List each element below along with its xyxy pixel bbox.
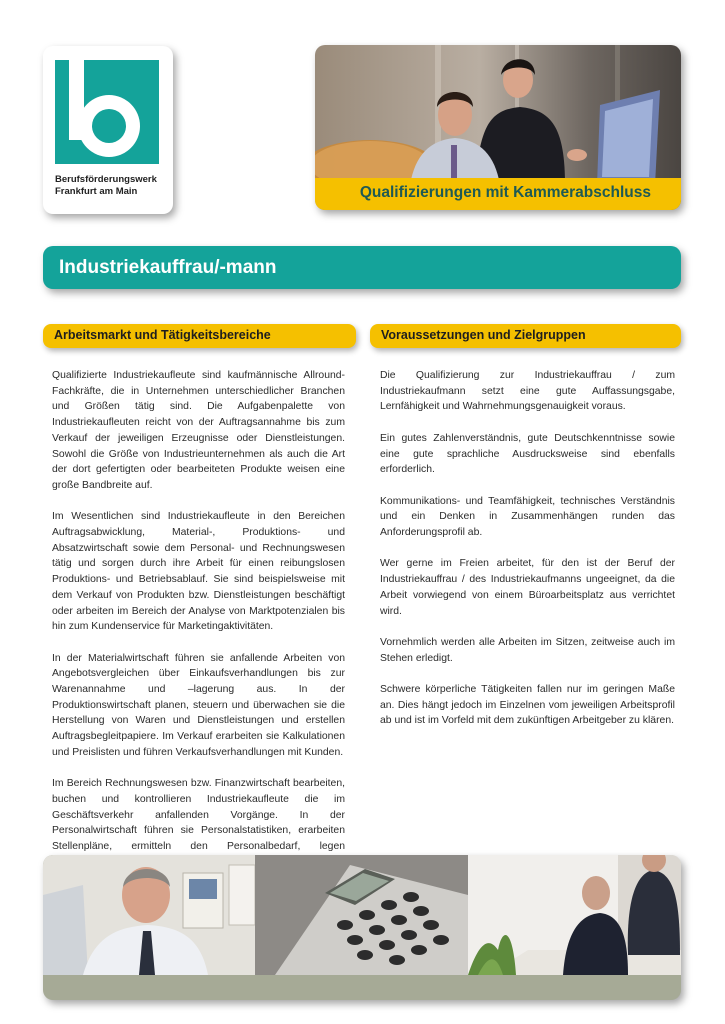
- left-section-heading: [43, 324, 356, 348]
- right-section-heading-text: Voraussetzungen und Zielgruppen: [381, 328, 586, 342]
- left-section-heading-text: Arbeitsmarkt und Tätigkeitsbereiche: [54, 328, 271, 342]
- hero-image: [315, 45, 681, 210]
- left-column: [52, 368, 345, 902]
- left-paragraph: Qualifizierte Industriekaufleute sind kaufmännische Allround-Fachkräfte, die in Unternehmen unterschiedlicher Branchen und Größen tätig sind. Die Aufgabenpalette von Industriekaufleuten reicht von der Auftragsannahme bis zum Verkauf der jeweiligen Erzeugnisse oder Dienstleistungen. Sowohl die Größe von Industrieunternehmen als auch die Art der dort gefertigten oder bearbeiteten Produkte weisen eine große Bandbreite auf.: [52, 370, 345, 491]
- logo-line-2: Frankfurt am Main: [55, 186, 138, 197]
- logo-card: [43, 46, 173, 214]
- right-section-heading: [370, 324, 681, 348]
- right-paragraph: Die Qualifizierung zur Industriekauffrau / zum Industriekaufmann setzt eine gute Auffassungsgabe, Lernfähigkeit und Wahrnehmungsgenauigkeit voraus.: [380, 370, 675, 413]
- right-paragraph: Kommunikations- und Teamfähigkeit, technisches Verständnis und ein Denken in Zusammenhängen runden das Anforderungsprofil ab.: [380, 495, 675, 538]
- bottom-photo-strip: [43, 855, 681, 1000]
- calculator-photo: [255, 855, 468, 975]
- right-paragraph: Wer gerne im Freien arbeitet, für den ist der Beruf der Industriekauffrau / des Industriekaufmanns ungeeignet, da die Arbeit vorwiegend von einem Büroarbeitsplatz aus verrichtet wird.: [380, 558, 675, 617]
- logo-line-1: Berufsförderungswerk: [55, 174, 157, 185]
- page-title: Industriekauffrau/-mann: [59, 257, 277, 278]
- smiling-man-photo: [43, 855, 255, 975]
- colleagues-photo: [468, 855, 681, 975]
- right-paragraph: Vornehmlich werden alle Arbeiten im Sitzen, zeitweise auch im Stehen erledigt.: [380, 636, 675, 664]
- hero-banner: [315, 178, 681, 210]
- left-paragraph: Im Wesentlichen sind Industriekaufleute in den Bereichen Auftragsabwicklung, Material-, Produktions- und Absatzwirtschaft sowie dem Personal- und Rechnungswesen tätig und sorgen durch ihre Arbeit für einen reibungslosen Produktions- und Betriebsablauf. Sie sind beispielsweise mit dem Verkauf von Produkten bzw. Dienstleistungen beschäftigt oder arbeiten im Bereich der Analyse von Marktpotenzialen bis hin zum Kundenservice für Marketingaktivitäten.: [52, 511, 345, 633]
- right-column: [380, 368, 675, 745]
- title-bar: [43, 246, 681, 289]
- logo-text: [55, 174, 171, 198]
- right-paragraph: Ein gutes Zahlenverständnis, gute Deutschkenntnisse sowie eine gute sprachliche Ausdrucksweise sind ebenfalls erforderlich.: [380, 432, 675, 476]
- left-paragraph: Im Bereich Rechnungswesen bzw. Finanzwirtschaft bearbeiten, buchen und kontrollieren Industriekaufleute die im Geschäftsverkehr anfallenden Vorgänge. In der Personalwirtschaft führen sie Personalstatistiken, erarbeiten Stellenpläne, ermitteln den Personalbedarf, legen: [52, 778, 345, 853]
- right-paragraph: Schwere körperliche Tätigkeiten fallen nur im geringen Maße an. Dies hängt jedoch im Einzelnen vom jeweiligen Arbeitsprofil ab und ist im Vorfeld mit dem zukünftigen Arbeitgeber zu klären.: [380, 683, 675, 727]
- left-paragraph: In der Materialwirtschaft führen sie anfallende Arbeiten von Angebotsvergleichen über Einkaufsverhandlungen bis zur Warenannahme und –lagerung aus. In der Produktionswirtschaft planen, steuern und überwachen sie die Herstellung von Waren und Dienstleistungen und erstellen Auftragsbegleitpapiere. Im Verkauf erarbeiten sie Kalkulationen und Preislisten und führen Verkaufsverhandlungen mit Kunden.: [52, 652, 345, 758]
- hero-banner-text: Qualifizierungen mit Kammerabschluss: [359, 184, 651, 201]
- bfw-logo-icon: [55, 60, 159, 164]
